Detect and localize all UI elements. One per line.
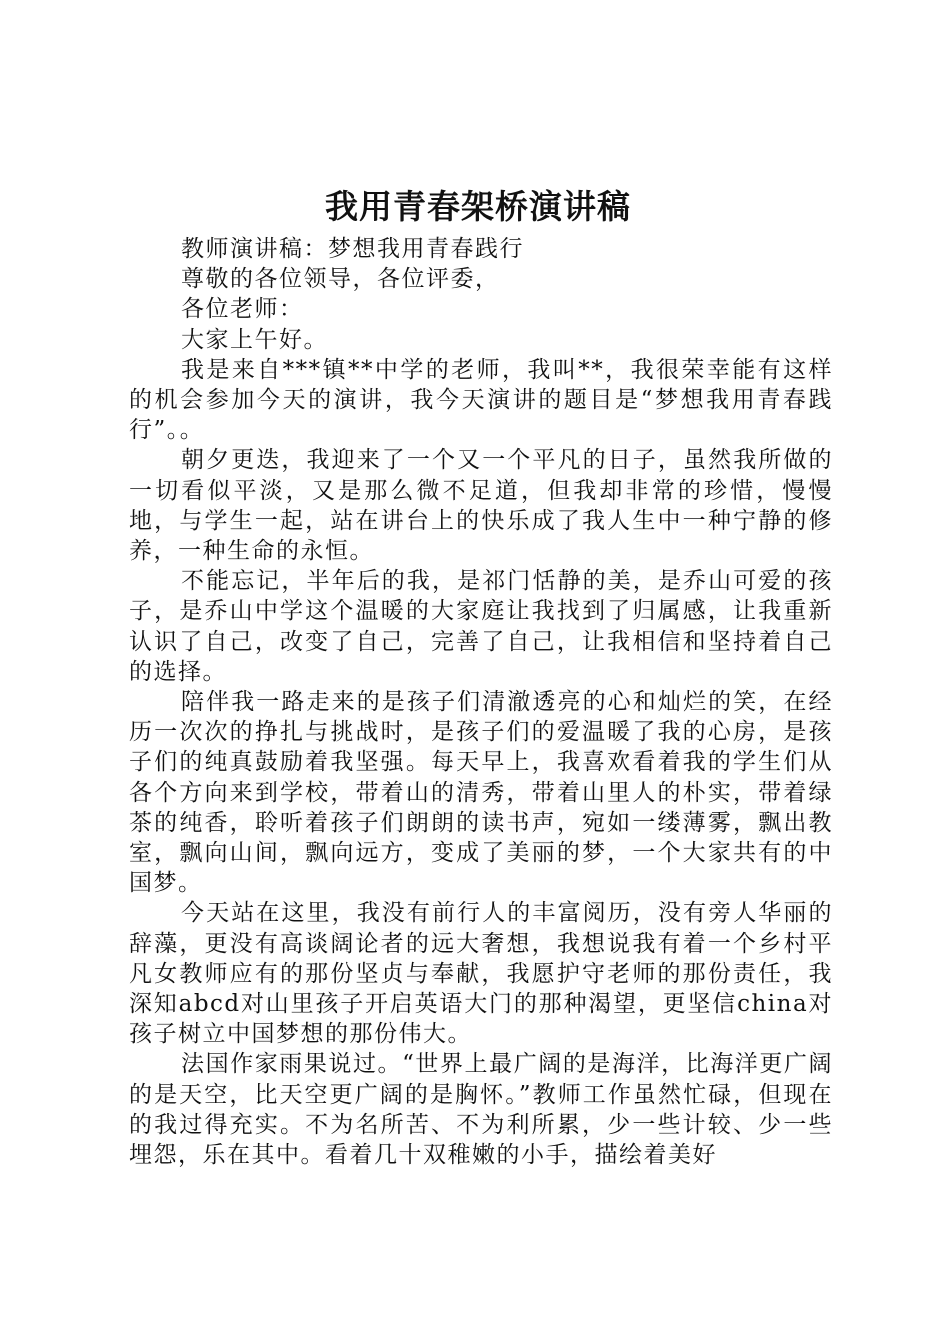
paragraph-children: 陪伴我一路走来的是孩子们清澈透亮的心和灿烂的笑，在经历一次次的挣扎与挑战时，是孩子们的爱温暖了我的心房，是孩子们的纯真鼓励着我坚强。每天早上，我喜欢看着我的学生们从各个方向来到学校，带着山的清秀，带着山里人的朴实，带着绿茶的纯香，聆听着孩子们朗朗的读书声，宛如一缕薄雾，飘出教室，飘向山间，飘向远方，变成了美丽的梦，一个大家共有的中国梦。 (129, 689, 833, 897)
paragraph-belonging: 不能忘记，半年后的我，是祁门恬静的美，是乔山可爱的孩子，是乔山中学这个温暖的大家庭让我找到了归属感，让我重新认识了自己，改变了自己，完善了自己，让我相信和坚持着自己的选择。 (129, 568, 833, 685)
paragraph-introduction: 我是来自***镇**中学的老师，我叫**，我很荣幸能有这样的机会参加今天的演讲，我今天演讲的题目是“梦想我用青春践行”。。 (129, 356, 833, 444)
paragraph-salutation: 尊敬的各位领导，各位评委， (181, 266, 500, 293)
paragraph-subtitle: 教师演讲稿：梦想我用青春践行 (181, 236, 524, 262)
paragraph-dedication: 今天站在这里，我没有前行人的丰富阅历，没有旁人华丽的辞藻，更没有高谈阔论者的远大奢想，我想说我有着一个乡村平凡女教师应有的那份坚贞与奉献，我愿护守老师的那份责任，我深知abcd对山里孩子开启英语大门的那种渴望，更坚信china对孩子树立中国梦想的那份伟大。 (129, 900, 833, 1048)
document-title: 我用青春架桥演讲稿 (325, 187, 631, 226)
paragraph-salutation-teachers: 各位老师： (181, 296, 304, 323)
paragraph-daily-life: 朝夕更迭，我迎来了一个又一个平凡的日子，虽然我所做的一切看似平淡，又是那么微不足道，但我却非常的珍惜，慢慢地，与学生一起，站在讲台上的快乐成了我人生中一种宁静的修养，一种生命的永恒。 (129, 447, 833, 565)
document-body (129, 234, 833, 1170)
paragraph-quote: 法国作家雨果说过。“世界上最广阔的是海洋，比海洋更广阔的是天空，比天空更广阔的是胸怀。”教师工作虽然忙碌，但现在的我过得充实。不为名所苦、不为利所累，少一些计较、少一些埋怨，乐在其中。看着几十双稚嫩的小手，描绘着美好 (129, 1051, 833, 1169)
paragraph-greeting: 大家上午好。 (181, 326, 328, 353)
